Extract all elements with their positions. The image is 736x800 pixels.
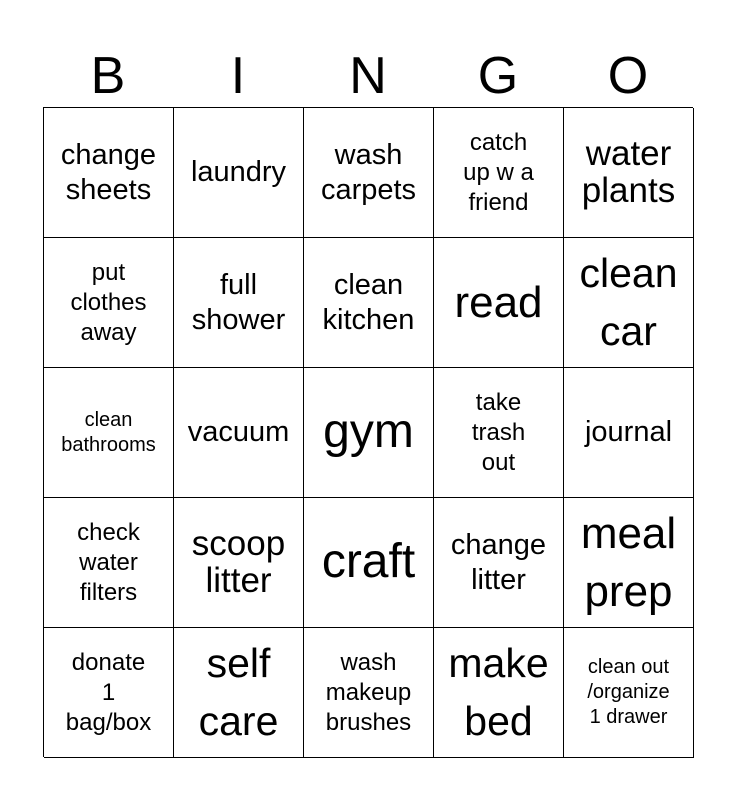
header-letter-b: B (90, 47, 126, 105)
bingo-cell[interactable] (174, 628, 304, 758)
bingo-cell[interactable] (434, 238, 564, 368)
bingo-cell[interactable] (434, 628, 564, 758)
bingo-cell[interactable] (174, 108, 304, 238)
cell-label: gym (323, 405, 414, 459)
bingo-cell[interactable] (44, 238, 174, 368)
cell-label: change sheets (60, 139, 157, 206)
cell-label: catch up w a friend (463, 128, 534, 216)
bingo-cell[interactable] (564, 238, 694, 368)
bingo-cell[interactable] (564, 628, 694, 758)
cell-label: take trash out (471, 388, 526, 476)
bingo-cell[interactable] (304, 368, 434, 498)
bingo-cell[interactable] (174, 498, 304, 628)
header-letter-n: N (349, 47, 387, 105)
cell-label: check water filters (77, 518, 140, 606)
cell-label: make bed (448, 640, 549, 744)
bingo-cell[interactable] (564, 368, 694, 498)
bingo-header (43, 44, 693, 108)
cell-label: water plants (581, 133, 676, 210)
bingo-cell[interactable] (564, 498, 694, 628)
bingo-cell[interactable] (174, 238, 304, 368)
cell-label: craft (321, 535, 416, 589)
bingo-cell[interactable] (174, 368, 304, 498)
cell-label: wash makeup brushes (325, 648, 412, 736)
cell-label: clean bathrooms (61, 408, 156, 456)
cell-label: journal (584, 416, 673, 449)
cell-label: wash carpets (320, 139, 417, 206)
bingo-cell[interactable] (44, 108, 174, 238)
bingo-cell[interactable] (434, 368, 564, 498)
bingo-cell[interactable] (304, 498, 434, 628)
bingo-cell[interactable] (304, 108, 434, 238)
cell-label: clean car (579, 250, 678, 354)
cell-label: meal prep (580, 509, 677, 616)
cell-label: self care (198, 640, 279, 744)
cell-label: donate 1 bag/box (65, 648, 152, 736)
header-letter-o: O (607, 47, 649, 105)
header-letter-g: G (477, 47, 519, 105)
bingo-cell[interactable] (304, 238, 434, 368)
cell-label: read (454, 277, 543, 327)
cell-label: scoop litter (191, 523, 286, 600)
bingo-cell[interactable] (564, 108, 694, 238)
cell-label: clean out /organize 1 drawer (587, 656, 670, 728)
bingo-cell[interactable] (44, 628, 174, 758)
bingo-cell[interactable] (434, 498, 564, 628)
bingo-cell[interactable] (44, 498, 174, 628)
cell-label: vacuum (187, 416, 290, 449)
cell-label: laundry (190, 156, 287, 189)
cell-label: change litter (450, 529, 547, 596)
bingo-board (43, 107, 693, 757)
header-letter-i: I (230, 47, 246, 105)
bingo-cell[interactable] (44, 368, 174, 498)
cell-label: put clothes away (70, 258, 147, 346)
cell-label: full shower (191, 269, 286, 336)
bingo-cell[interactable] (434, 108, 564, 238)
bingo-cell[interactable] (304, 628, 434, 758)
cell-label: clean kitchen (322, 269, 415, 336)
